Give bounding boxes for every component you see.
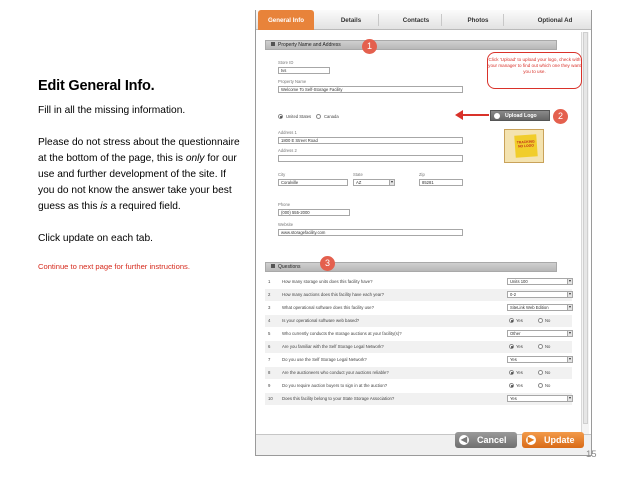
- answer-value: 0-2: [510, 292, 517, 297]
- question-answer-select[interactable]: [507, 278, 573, 285]
- tab-divider: [441, 14, 442, 26]
- city-label: City: [278, 172, 286, 177]
- answer-yes-radio[interactable]: [509, 318, 514, 323]
- section-questions-title: Questions: [278, 264, 301, 270]
- question-row: [265, 315, 572, 327]
- question-answer-select[interactable]: [507, 330, 573, 337]
- answer-yes-label: Yes: [516, 344, 523, 349]
- para2-emphasis-only: only: [185, 153, 205, 164]
- arrow-head: [455, 110, 463, 120]
- question-text: Are you familiar with the Self Storage Legal Network?: [282, 344, 384, 349]
- answer-yes-label: Yes: [516, 383, 523, 388]
- answer-yes-radio[interactable]: [509, 383, 514, 388]
- question-row: [265, 276, 572, 288]
- website-field[interactable]: www.storagefacility.com: [278, 229, 463, 236]
- sticky-note-image: TRACKING NO LOGO: [514, 134, 537, 157]
- address2-label: Address 2: [278, 148, 297, 153]
- instruction-update: Click update on each tab.: [38, 233, 153, 244]
- question-answer-select[interactable]: [507, 304, 573, 311]
- logo-preview: [504, 129, 544, 163]
- chevron-down-icon: ▼: [568, 331, 572, 335]
- question-text: Are the auctioneers who conduct your auctions reliable?: [282, 370, 389, 375]
- answer-no-label: No: [545, 344, 551, 349]
- question-number: 5: [268, 331, 271, 336]
- answer-yes-radio[interactable]: [509, 344, 514, 349]
- question-row: [265, 341, 572, 353]
- tab-optional-ad[interactable]: Optional Ad: [537, 17, 573, 24]
- property-name-field[interactable]: Welcome To Self-Storage Facility: [278, 86, 463, 93]
- question-text: What operational software does this facility use?: [282, 305, 374, 310]
- question-number: 4: [268, 318, 271, 323]
- address1-label: Address 1: [278, 130, 297, 135]
- question-text: How many storage units does this facility have?: [282, 279, 373, 284]
- country-ca-radio[interactable]: [316, 114, 321, 119]
- upload-icon: [494, 113, 500, 119]
- answer-no-radio[interactable]: [538, 383, 543, 388]
- question-text: Who currently conducts the storage auctions at your facility(s)?: [282, 331, 402, 336]
- question-number: 8: [268, 370, 271, 375]
- question-number: 1: [268, 279, 271, 284]
- phone-field[interactable]: (000) 555-2000: [278, 209, 350, 216]
- question-number: 9: [268, 383, 271, 388]
- state-label: State: [353, 172, 363, 177]
- badge-two: 2: [553, 109, 568, 124]
- instructions-column: [38, 78, 243, 291]
- question-answer-select[interactable]: [507, 356, 573, 363]
- question-answer-select[interactable]: [507, 291, 573, 298]
- question-text: Does this facility belong to your State Storage Association?: [282, 396, 395, 401]
- question-number: 7: [268, 357, 271, 362]
- chevron-down-icon: ▼: [568, 279, 572, 283]
- question-number: 6: [268, 344, 271, 349]
- question-row: [265, 302, 572, 314]
- badge-one: 1: [362, 39, 377, 54]
- state-select[interactable]: [353, 179, 395, 186]
- state-value: AZ: [356, 180, 362, 185]
- store-id-label: Store ID: [278, 60, 294, 65]
- tab-divider: [378, 14, 379, 26]
- answer-value: Yes: [510, 357, 517, 362]
- question-row: [265, 393, 572, 405]
- answer-yes-label: Yes: [516, 318, 523, 323]
- tab-divider: [503, 14, 504, 26]
- phone-label: Phone: [278, 202, 291, 207]
- answer-no-radio[interactable]: [538, 318, 543, 323]
- section-property-title: Property Name and Address: [278, 42, 341, 48]
- website-label: Website: [278, 222, 294, 227]
- section-questions-header: [265, 262, 557, 272]
- upload-logo-callout: Click 'Upload' to upload your logo, check with your manager to find out which one they want you to use.: [487, 52, 582, 89]
- question-number: 3: [268, 305, 271, 310]
- forward-arrow-icon: ▶: [527, 435, 535, 444]
- question-text: Do you require auction buyers to sign in at the auction?: [282, 383, 388, 388]
- chevron-down-icon: ▼: [568, 357, 572, 361]
- answer-no-label: No: [545, 318, 551, 323]
- continue-note: Continue to next page for further instructions.: [38, 262, 190, 271]
- question-row: [265, 289, 572, 301]
- chevron-down-icon: ▼: [390, 180, 394, 184]
- answer-value: SiteLink Web Edition: [510, 305, 549, 310]
- callout-arrow: [455, 108, 491, 122]
- tab-bar: [256, 10, 592, 30]
- address2-field[interactable]: [278, 155, 463, 162]
- upload-logo-label: Upload Logo: [505, 113, 537, 119]
- section-square-icon: [271, 264, 275, 268]
- section-property-header: [265, 40, 557, 50]
- answer-no-label: No: [545, 370, 551, 375]
- answer-value: Units 100: [510, 279, 528, 284]
- tab-photos[interactable]: Photos: [467, 17, 489, 24]
- country-us-radio[interactable]: [278, 114, 283, 119]
- question-row: [265, 328, 572, 340]
- zip-label: Zip: [419, 172, 425, 177]
- tab-contacts[interactable]: Contacts: [402, 17, 430, 24]
- answer-yes-label: Yes: [516, 370, 523, 375]
- question-text: Is your operational software web based?: [282, 318, 360, 323]
- para2-emphasis-is: is: [100, 201, 108, 212]
- question-number: 2: [268, 292, 271, 297]
- question-answer-select[interactable]: [507, 395, 573, 402]
- upload-logo-button[interactable]: [490, 110, 550, 121]
- property-name-label: Property Name: [278, 79, 307, 84]
- question-text: How many auctions does this facility have each year?: [282, 292, 384, 297]
- back-arrow-icon: ◀: [460, 435, 468, 444]
- question-number: 10: [268, 396, 273, 401]
- para2-text-c: a required field.: [107, 201, 181, 212]
- answer-no-label: No: [545, 383, 551, 388]
- chevron-down-icon: ▼: [568, 396, 572, 400]
- panel-scrollbar[interactable]: [581, 32, 589, 434]
- city-field[interactable]: Coralville: [278, 179, 348, 186]
- questions-list: [265, 276, 572, 426]
- answer-no-radio[interactable]: [538, 344, 543, 349]
- page-title: Edit General Info.: [38, 78, 155, 94]
- chevron-down-icon: ▼: [568, 305, 572, 309]
- question-row: [265, 354, 572, 366]
- answer-yes-radio[interactable]: [509, 370, 514, 375]
- instruction-fill: Fill in all the missing information.: [38, 105, 186, 116]
- para2-text-a: Please do not stress about the questionnaire at the bottom of the page, this is: [38, 137, 240, 164]
- para2-text-b: for our use and further development of the site. If you do not know the answer take your best guess as this: [38, 153, 237, 212]
- store-id-field[interactable]: tvs: [278, 67, 330, 74]
- zip-field[interactable]: 85281: [419, 179, 463, 186]
- country-ca-label: Canada: [324, 114, 339, 119]
- question-row: [265, 380, 572, 392]
- instruction-questionnaire: [38, 135, 243, 215]
- cancel-label: Cancel: [477, 435, 507, 445]
- tab-general-info[interactable]: General Info: [258, 10, 314, 30]
- question-text: Do you use the Self Storage Legal Network?: [282, 357, 367, 362]
- update-button[interactable]: [522, 432, 584, 448]
- chevron-down-icon: ▼: [568, 292, 572, 296]
- update-label: Update: [544, 435, 575, 445]
- cancel-button[interactable]: [455, 432, 517, 448]
- page-number: 15: [586, 449, 597, 460]
- scrollbar-thumb[interactable]: [583, 32, 588, 424]
- badge-three: 3: [320, 256, 335, 271]
- address1-field[interactable]: 1800 E Street Road: [278, 137, 463, 144]
- answer-value: Yes: [510, 396, 517, 401]
- question-row: [265, 367, 572, 379]
- answer-no-radio[interactable]: [538, 370, 543, 375]
- tab-details[interactable]: Details: [340, 17, 362, 24]
- section-square-icon: [271, 42, 275, 46]
- answer-value: Other: [510, 331, 521, 336]
- country-us-label: United States: [286, 114, 312, 119]
